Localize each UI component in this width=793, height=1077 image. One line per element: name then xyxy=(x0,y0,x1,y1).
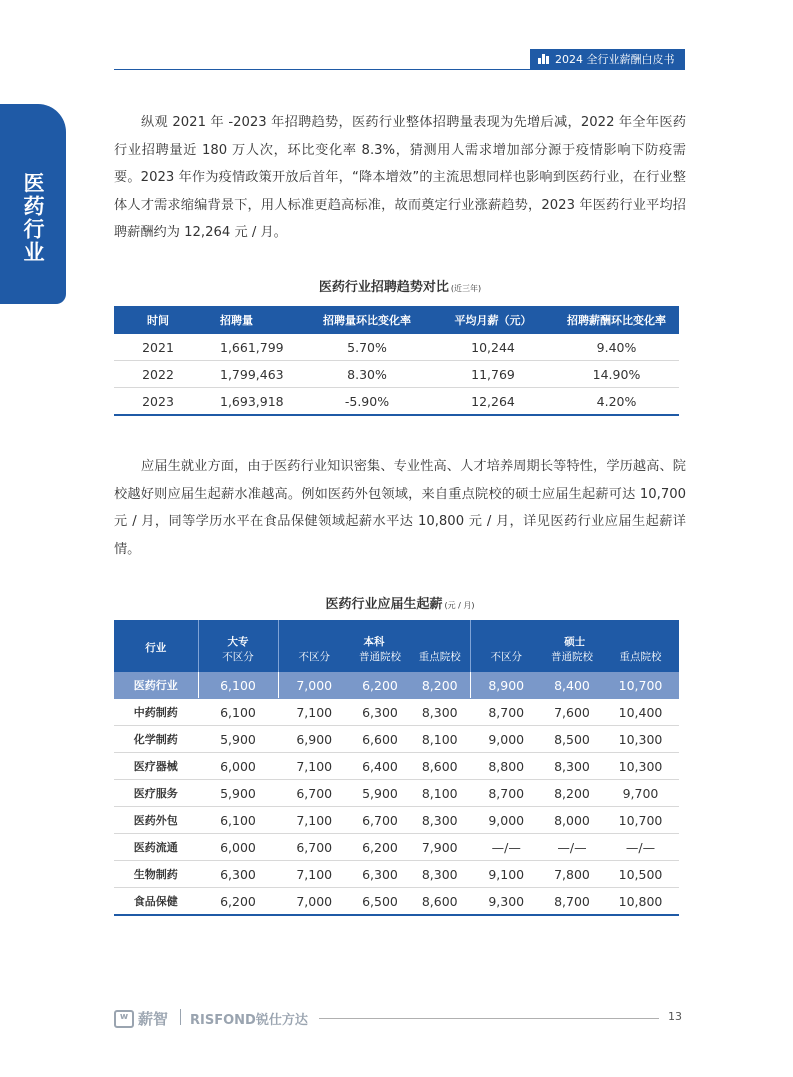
salary-cell: 7,000 xyxy=(278,888,350,916)
table-row xyxy=(114,699,679,726)
table2-subheader: 普通院校 xyxy=(542,650,602,672)
table-cell: 11,769 xyxy=(432,361,554,388)
table2-group-shuoshi: 硕士 xyxy=(470,620,679,650)
table1-title-note: (近三年) xyxy=(450,284,482,293)
salary-cell: 6,400 xyxy=(350,753,410,780)
table2-group-benke: 本科 xyxy=(278,620,470,650)
salary-cell: 8,600 xyxy=(410,753,470,780)
table1-header: 招聘薪酬环比变化率 xyxy=(554,306,679,334)
table-row xyxy=(114,753,679,780)
table-row xyxy=(114,834,679,861)
salary-cell: 10,300 xyxy=(602,726,679,753)
table1-title-text: 医药行业招聘趋势对比 xyxy=(318,280,449,295)
table1-title xyxy=(114,276,686,295)
salary-cell: 6,600 xyxy=(350,726,410,753)
salary-cell: 6,000 xyxy=(198,834,278,861)
salary-cell: 6,200 xyxy=(350,672,410,699)
table2-subheader: 重点院校 xyxy=(602,650,679,672)
table1-header: 平均月薪（元） xyxy=(432,306,554,334)
xinzhi-logo-icon: w xyxy=(114,1010,134,1028)
table-cell: 2023 xyxy=(114,388,202,416)
table-cell: 2022 xyxy=(114,361,202,388)
salary-cell: 8,500 xyxy=(542,726,602,753)
table2-group-dazhuan: 大专 xyxy=(198,620,278,650)
salary-cell: 8,300 xyxy=(542,753,602,780)
salary-cell: 8,700 xyxy=(542,888,602,916)
salary-cell: 9,300 xyxy=(470,888,542,916)
industry-name-cell: 医疗服务 xyxy=(114,780,198,807)
salary-cell: 10,800 xyxy=(602,888,679,916)
table-row xyxy=(114,861,679,888)
table2-header-industry: 行业 xyxy=(114,620,198,672)
salary-cell: 8,900 xyxy=(470,672,542,699)
salary-cell: 6,100 xyxy=(198,672,278,699)
table2-subheader: 不区分 xyxy=(470,650,542,672)
table-cell: 9.40% xyxy=(554,334,679,361)
table-cell: 10,244 xyxy=(432,334,554,361)
salary-cell: 8,200 xyxy=(542,780,602,807)
table-cell: -5.90% xyxy=(302,388,432,416)
salary-cell: 5,900 xyxy=(198,726,278,753)
salary-cell: 10,700 xyxy=(602,807,679,834)
recruitment-trend-table xyxy=(114,306,679,416)
table-row xyxy=(114,726,679,753)
intro-paragraph: 纵观 2021 年 -2023 年招聘趋势，医药行业整体招聘量表现为先增后减，2022 年全年医药行业招聘量近 180 万人次，环比变化率 8.3%，猜测用人需求增加部分源于疫情影响下防疫需要。2023 年作为疫情政策开放后首年，“降本增效”的主流思想同样也影响到医药行业，在行业整体人才需求缩编背景下，用人标准更趋高标准，故而奠定行业涨薪趋势，2023 年医药行业平均招聘薪酬约为 12,264 元 / 月。 xyxy=(114,115,686,240)
salary-cell: 5,900 xyxy=(350,780,410,807)
table-row xyxy=(114,334,679,361)
graduate-paragraph: 应届生就业方面，由于医药行业知识密集、专业性高、人才培养周期长等特性，学历越高、院校越好则应届生起薪水准越高。例如医药外包领域，来自重点院校的硕士应届生起薪可达 10,700 元 / 月，同等学历水平在食品保健领域起薪水平达 10,800 元 / 月，详见医药行业应届生起薪详情。 xyxy=(114,459,686,557)
table-row xyxy=(114,780,679,807)
salary-cell: 6,200 xyxy=(350,834,410,861)
industry-name-cell: 中药制药 xyxy=(114,699,198,726)
header-tag xyxy=(530,49,685,69)
salary-cell: 7,000 xyxy=(278,672,350,699)
salary-cell: 8,300 xyxy=(410,699,470,726)
salary-cell: 8,100 xyxy=(410,780,470,807)
salary-cell: 6,700 xyxy=(278,834,350,861)
industry-name-cell: 食品保健 xyxy=(114,888,198,916)
salary-cell: 8,100 xyxy=(410,726,470,753)
bar-chart-icon xyxy=(538,54,549,64)
salary-cell: 7,600 xyxy=(542,699,602,726)
table-row xyxy=(114,888,679,916)
salary-cell: 9,100 xyxy=(470,861,542,888)
salary-cell: 8,300 xyxy=(410,861,470,888)
salary-cell: 7,800 xyxy=(542,861,602,888)
salary-cell: 8,700 xyxy=(470,699,542,726)
header-title: 2024 全行业薪酬白皮书 xyxy=(555,53,675,66)
table1-header: 时间 xyxy=(114,306,202,334)
footer xyxy=(114,1008,686,1028)
xinzhi-logo-text: 薪智 xyxy=(138,1010,169,1028)
table-row xyxy=(114,672,679,699)
table-cell: 1,661,799 xyxy=(202,334,302,361)
table-cell: 5.70% xyxy=(302,334,432,361)
table2-title-note: (元 / 月) xyxy=(444,601,475,610)
salary-cell: 9,700 xyxy=(602,780,679,807)
salary-cell: 6,100 xyxy=(198,699,278,726)
table2-subheader: 普通院校 xyxy=(350,650,410,672)
salary-cell: 8,400 xyxy=(542,672,602,699)
table1-header-row xyxy=(114,306,679,334)
table2-header-row xyxy=(114,620,679,650)
industry-name-cell: 生物制药 xyxy=(114,861,198,888)
salary-cell: 6,300 xyxy=(350,699,410,726)
salary-cell: 7,100 xyxy=(278,861,350,888)
salary-cell: 10,300 xyxy=(602,753,679,780)
industry-name-cell: 医药流通 xyxy=(114,834,198,861)
footer-divider xyxy=(319,1018,659,1019)
industry-name-cell: 医药行业 xyxy=(114,672,198,699)
salary-cell: —/— xyxy=(602,834,679,861)
salary-cell: 6,000 xyxy=(198,753,278,780)
table-row xyxy=(114,361,679,388)
salary-cell: 7,100 xyxy=(278,753,350,780)
table-row xyxy=(114,807,679,834)
salary-cell: 8,200 xyxy=(410,672,470,699)
salary-cell: 6,100 xyxy=(198,807,278,834)
table2-subheader: 不区分 xyxy=(278,650,350,672)
salary-cell: 8,800 xyxy=(470,753,542,780)
salary-cell: 6,700 xyxy=(278,780,350,807)
industry-name-cell: 医药外包 xyxy=(114,807,198,834)
side-tab-label: 医药行业 xyxy=(21,172,45,264)
salary-cell: 6,300 xyxy=(198,861,278,888)
salary-cell: 10,400 xyxy=(602,699,679,726)
table2-subheader-row xyxy=(114,650,679,672)
table2-title-text: 医药行业应届生起薪 xyxy=(325,597,443,612)
salary-cell: 6,500 xyxy=(350,888,410,916)
page-number: 13 xyxy=(668,1010,682,1023)
table2-subheader: 重点院校 xyxy=(410,650,470,672)
industry-name-cell: 医疗器械 xyxy=(114,753,198,780)
table-cell: 2021 xyxy=(114,334,202,361)
salary-cell: 6,200 xyxy=(198,888,278,916)
table-cell: 1,799,463 xyxy=(202,361,302,388)
salary-cell: 6,700 xyxy=(350,807,410,834)
salary-cell: 9,000 xyxy=(470,807,542,834)
salary-cell: 8,000 xyxy=(542,807,602,834)
table2-subheader: 不区分 xyxy=(198,650,278,672)
salary-cell: 10,500 xyxy=(602,861,679,888)
salary-cell: 7,100 xyxy=(278,699,350,726)
xinzhi-logo xyxy=(114,1008,168,1029)
logo-divider xyxy=(180,1009,181,1025)
salary-cell: 10,700 xyxy=(602,672,679,699)
table1-header: 招聘量环比变化率 xyxy=(302,306,432,334)
table-cell: 1,693,918 xyxy=(202,388,302,416)
risfond-logo: RISFOND锐仕方达 xyxy=(190,1013,308,1028)
salary-cell: 8,700 xyxy=(470,780,542,807)
salary-cell: 5,900 xyxy=(198,780,278,807)
salary-cell: 9,000 xyxy=(470,726,542,753)
salary-cell: 6,900 xyxy=(278,726,350,753)
table-cell: 8.30% xyxy=(302,361,432,388)
salary-cell: —/— xyxy=(470,834,542,861)
header-divider xyxy=(114,69,685,70)
salary-cell: 7,900 xyxy=(410,834,470,861)
salary-cell: 8,300 xyxy=(410,807,470,834)
salary-cell: 6,300 xyxy=(350,861,410,888)
table-cell: 14.90% xyxy=(554,361,679,388)
salary-cell: —/— xyxy=(542,834,602,861)
table1-header: 招聘量 xyxy=(202,306,302,334)
industry-name-cell: 化学制药 xyxy=(114,726,198,753)
table-cell: 4.20% xyxy=(554,388,679,416)
table-row xyxy=(114,388,679,416)
table2-title xyxy=(114,593,686,612)
salary-cell: 8,600 xyxy=(410,888,470,916)
table-cell: 12,264 xyxy=(432,388,554,416)
salary-cell: 7,100 xyxy=(278,807,350,834)
graduate-salary-table xyxy=(114,620,679,916)
